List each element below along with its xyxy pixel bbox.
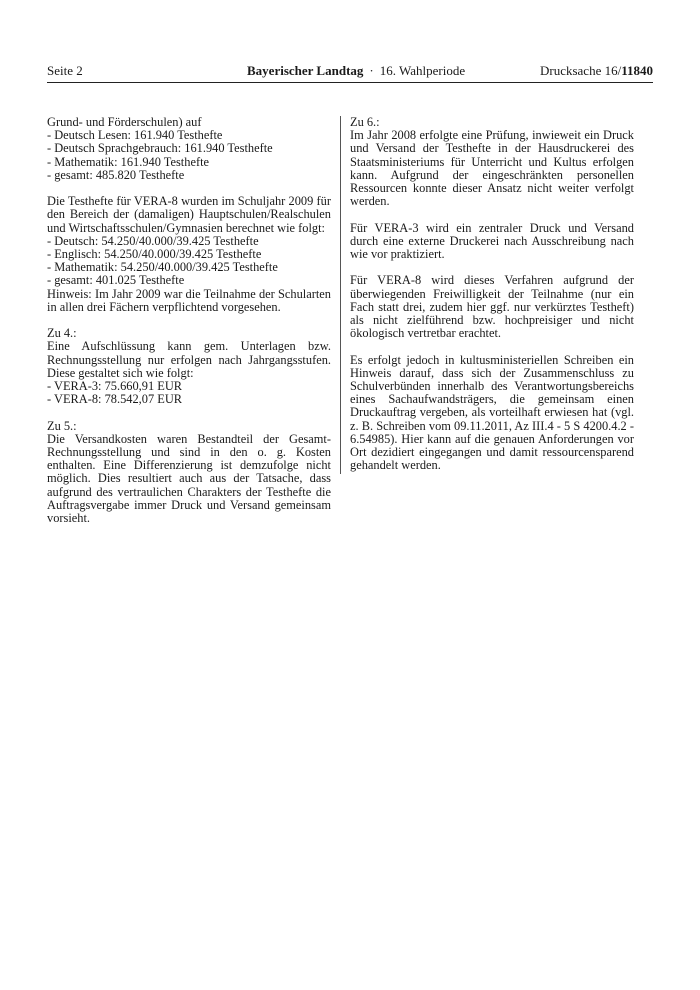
section-heading: Zu 4.: <box>47 326 77 341</box>
paragraph: Die Versandkosten waren Bestandteil der Gesamt-Rechnungsstellung und sind in den o. g. Kosten enthalten. Eine Differenzierung ist demzufolge nicht möglich. Dies resultiert auch aus der Tatsache, dass aufgrund des vertraulichen Charakters der Testhefte die Auftragsvergabe immer Druck und Versand gemeinsam vorsieht. <box>47 431 331 526</box>
test-booklets-grundschule <box>47 116 331 182</box>
column-divider <box>340 116 341 474</box>
list-item: - VERA-3: 75.660,91 EUR <box>47 379 183 394</box>
left-column <box>47 116 331 538</box>
list-item: - Mathematik: 54.250/40.000/39.425 Testhefte <box>47 260 278 275</box>
vera8-paragraph <box>350 274 634 340</box>
drucksache-number: 11840 <box>621 63 653 78</box>
header-rule <box>47 82 653 83</box>
paragraph: Für VERA-3 wird ein zentraler Druck und Versand durch eine externe Druckerei nach Ausschreibung nach wie vor praktiziert. <box>350 220 634 262</box>
paragraph: Die Testhefte für VERA-8 wurden im Schuljahr 2009 für den Bereich der (damaligen) Hauptschulen/Realschulen und Wirtschaftsschulen/Gymnasien berechnet wie folgt: <box>47 194 331 235</box>
paragraph: Für VERA-8 wird dieses Verfahren aufgrund der überwiegenden Freiwilligkeit der Teilnahme (nur ein Fach statt drei, zudem hier ggf. nur verkürztes Testheft) als nicht zielführend bzw. hochpreisiger und nicht ökologisch vertretbar erachtet. <box>350 273 634 341</box>
list-item: - Deutsch Lesen: 161.940 Testhefte <box>47 128 223 143</box>
list-item: - gesamt: 485.820 Testhefte <box>47 167 185 182</box>
paragraph: Es erfolgt jedoch in kultusministeriellen Schreiben ein Hinweis darauf, dass sich der Zusammenschluss zu Schulverbünden innerhalb des Verantwortungsbereichs eines Sachaufwandsträgers, die gemeinsam einen Druckauftrag vergeben, als vorteilhaft erwiesen hat (vgl. z. B. Schreiben vom 09.11.2011, Az III.4 - 5 S 4200.4.2 - 6.54985). Hier kann auf die genauen Anforderungen vor Ort dezidiert eingegangen und damit ressourcensparend gehandelt werden. <box>350 352 634 473</box>
paragraph: Im Jahr 2008 erfolgte eine Prüfung, inwieweit ein Druck und Versand der Testhefte in der Hausdruckerei des Staatsministeriums für Unterricht und Kultus erfolgen kann. Aufgrund der eingeschränkten personellen Ressourcen konnte dieser Ansatz nicht weiter verfolgt werden. <box>350 128 634 209</box>
right-column <box>350 116 634 486</box>
test-booklets-vera8 <box>47 195 331 314</box>
final-paragraph <box>350 354 634 473</box>
legislative-period: 16. Wahlperiode <box>379 63 466 78</box>
answer-5 <box>47 420 331 526</box>
header-parliament <box>247 63 465 79</box>
list-item: - Englisch: 54.250/40.000/39.425 Testhefte <box>47 247 262 262</box>
list-item: - Deutsch Sprachgebrauch: 161.940 Testhefte <box>47 141 273 156</box>
answer-6 <box>350 116 634 208</box>
note-paragraph: Hinweis: Im Jahr 2009 war die Teilnahme der Schularten in allen drei Fächern verpflichtend vorgesehen. <box>47 286 331 314</box>
section-heading: Zu 6.: <box>350 115 380 129</box>
page-number: Seite 2 <box>47 63 83 78</box>
list-item: - gesamt: 401.025 Testhefte <box>47 273 185 288</box>
answer-4 <box>47 327 331 406</box>
paragraph-line: Grund- und Förderschulen) auf <box>47 115 202 129</box>
drucksache-prefix: Drucksache 16/ <box>539 63 622 78</box>
list-item: - Deutsch: 54.250/40.000/39.425 Testhefte <box>47 233 259 248</box>
list-item: - Mathematik: 161.940 Testhefte <box>47 154 210 169</box>
vera3-paragraph <box>350 222 634 262</box>
parliament-name: Bayerischer Landtag <box>247 63 364 78</box>
section-heading: Zu 5.: <box>47 418 77 433</box>
page-header <box>47 63 653 79</box>
list-item: - VERA-8: 78.542,07 EUR <box>47 392 183 407</box>
paragraph: Eine Aufschlüssung kann gem. Unterlagen bzw. Rechnungsstellung nur erfolgen nach Jahrgangsstufen. Diese gestaltet sich wie folgt: <box>47 339 331 380</box>
header-separator: · <box>369 63 374 78</box>
document-number <box>540 63 653 79</box>
